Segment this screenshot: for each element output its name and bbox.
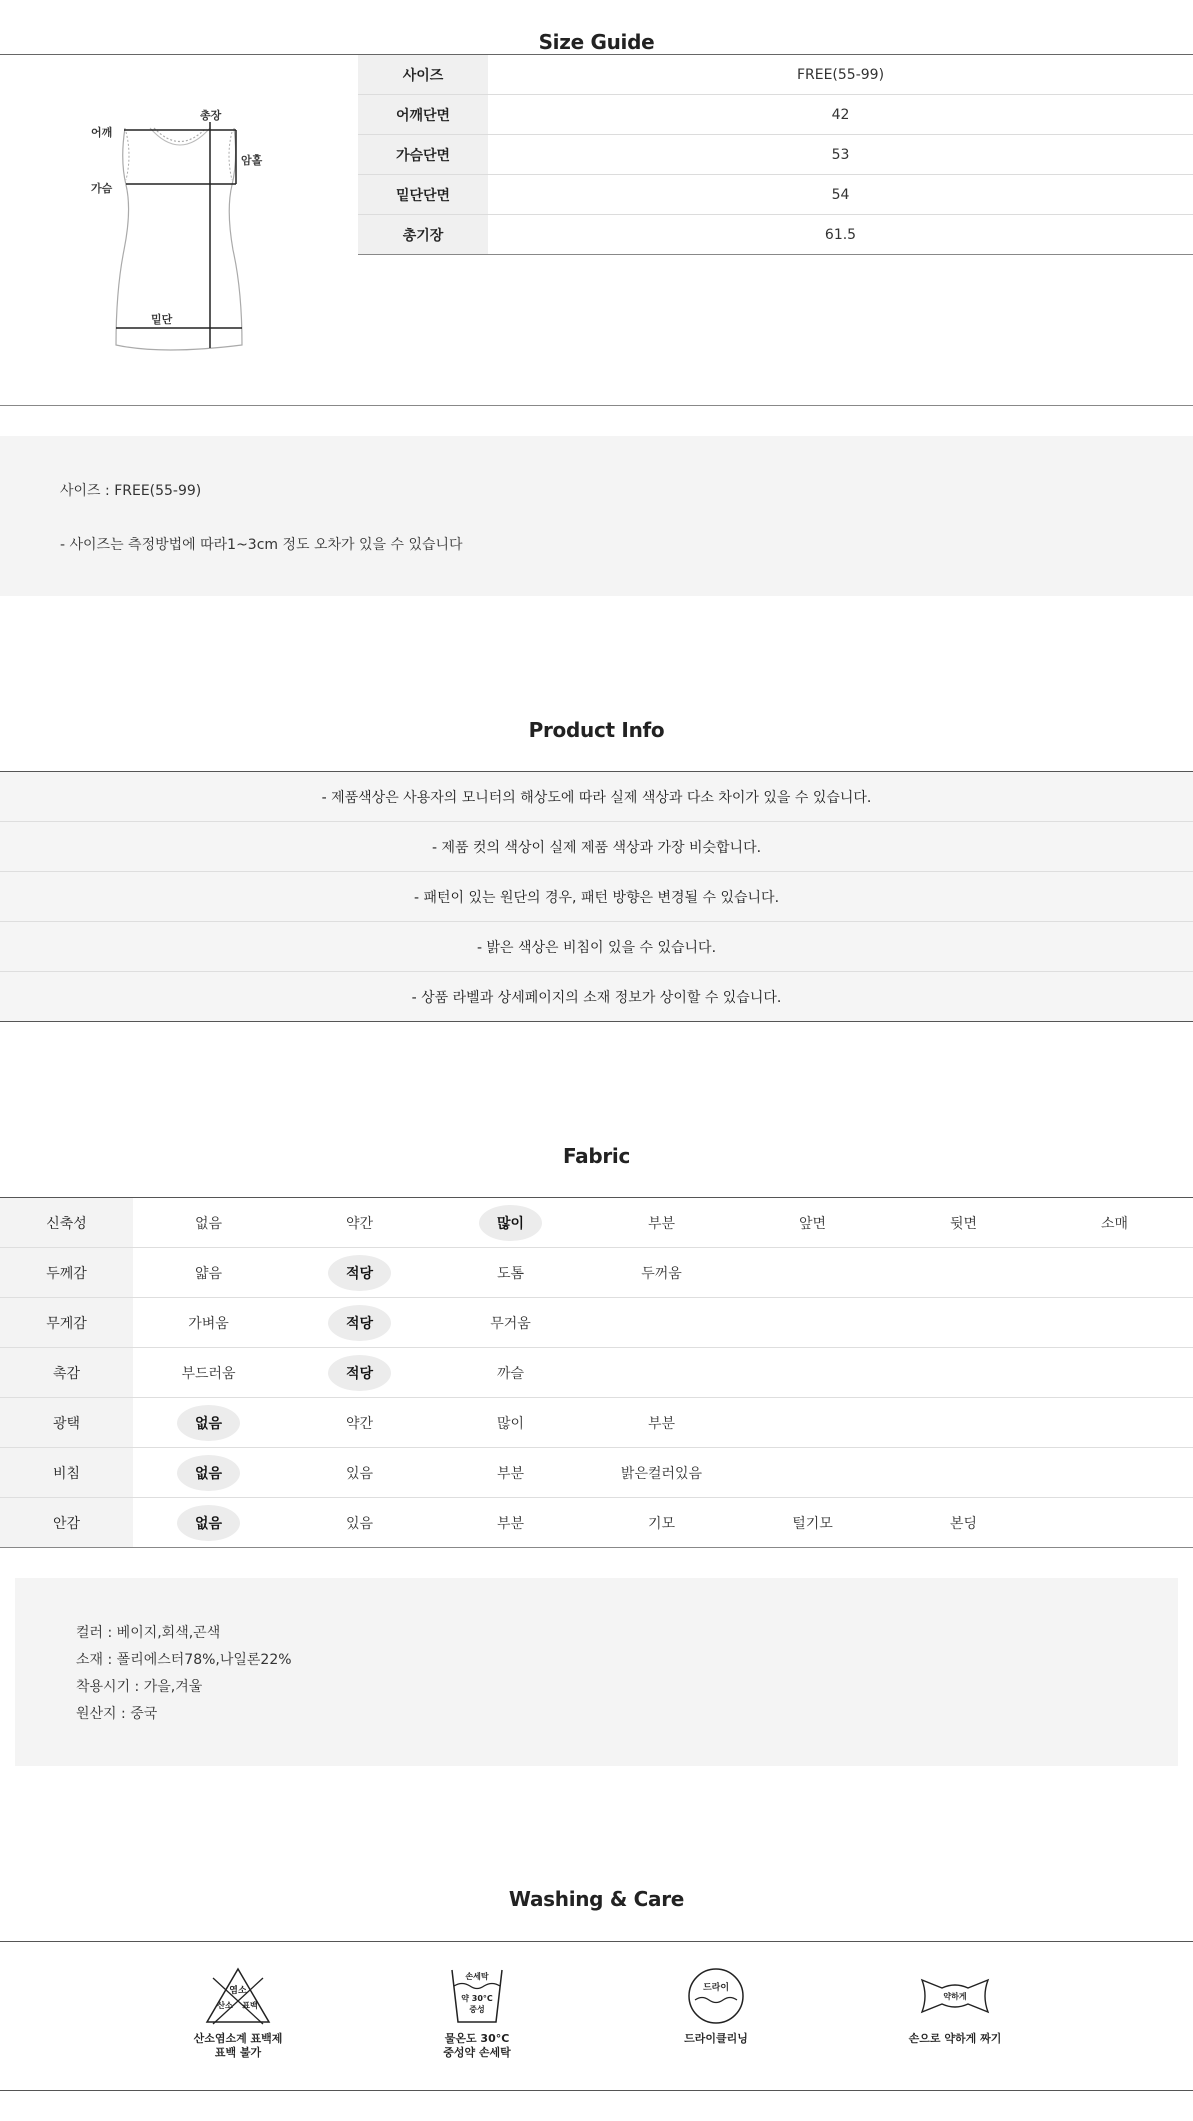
fabric-option-label: 얇음 [194,1265,223,1282]
care-caption: 드라이클리닝 [684,2032,748,2045]
size-table [358,55,1193,255]
table-row [358,95,1193,135]
fabric-option [435,1498,586,1547]
divider [0,2090,1193,2091]
care-caption: 표백 불가 [214,2046,262,2059]
size-value: 53 [488,135,1193,175]
fabric-option-label: 무거움 [490,1315,531,1332]
fabric-option [133,1198,284,1247]
handwash-icon-text: 중성 [469,2005,485,2014]
size-value: 54 [488,175,1193,215]
fabric-option-selected [284,1348,435,1397]
info-item: - 패턴이 있는 원단의 경우, 패턴 방향은 변경될 수 있습니다. [0,872,1193,922]
fabric-option [737,1198,888,1247]
care-item-dryclean [616,1966,816,2046]
fabric-option [435,1298,586,1347]
fabric-row-label: 비침 [0,1448,133,1497]
fabric-option [284,1198,435,1247]
care-item-wring [855,1966,1055,2046]
bleach-icon-text: 염소 [229,1986,247,1996]
fabric-option-label: 앞면 [798,1215,827,1232]
fabric-row-label: 두께감 [0,1248,133,1297]
fabric-option-label: 까슬 [496,1365,525,1382]
fabric-option-label: 부분 [647,1415,676,1432]
dry-clean-icon [681,1966,751,2026]
fabric-option [435,1398,586,1447]
fabric-row-label: 광택 [0,1398,133,1447]
info-item: - 제품 컷의 색상이 실제 제품 색상과 가장 비슷합니다. [0,822,1193,872]
origin-detail: 원산지 : 중국 [76,1706,158,1722]
table-row [358,135,1193,175]
fabric-row-label: 촉감 [0,1348,133,1397]
fabric-option [586,1498,737,1547]
fabric-option-label: 부드러움 [181,1365,236,1382]
bleach-icon-text: 표백 [242,2001,258,2010]
fabric-option [586,1248,737,1297]
care-item-bleach [138,1966,338,2060]
fabric-option-label: 있음 [345,1465,374,1482]
fabric-option-label: 약간 [345,1415,374,1432]
care-caption: 중성약 손세탁 [443,2046,511,2059]
fabric-row [0,1298,1193,1348]
fabric-option-selected [133,1398,284,1447]
handwash-icon-text: 손세탁 [465,1972,489,1981]
divider [0,405,1193,406]
handwash-icon-text: 약 30°C [461,1994,493,2003]
table-row [358,175,1193,215]
fabric-option-label: 가벼움 [188,1315,229,1332]
fabric-option-label: 없음 [177,1455,240,1491]
color-detail: 컬러 : 베이지,회색,곤색 [76,1625,221,1641]
fabric-option [586,1398,737,1447]
fabric-option-label: 많이 [496,1415,525,1432]
size-guide-title: Size Guide [538,30,655,54]
size-value: 61.5 [488,215,1193,255]
fabric-option-label: 본딩 [949,1515,978,1532]
table-row [358,55,1193,95]
dryclean-icon-text: 드라이 [702,1983,730,1993]
fabric-row-label: 무게감 [0,1298,133,1347]
size-note: 사이즈 : FREE(55-99) [60,483,202,499]
armhole-label: 암홀 [241,154,263,167]
fabric-option [133,1348,284,1397]
bleach-icon-text: 산소 [217,2001,233,2010]
fabric-option [586,1198,737,1247]
fabric-option [133,1248,284,1297]
shoulder-label: 어깨 [91,126,113,139]
fabric-option [133,1298,284,1347]
divider [0,1941,1193,1942]
fabric-option-label: 없음 [177,1405,240,1441]
fabric-option-label: 없음 [177,1505,240,1541]
gentle-wring-icon [920,1966,990,2026]
hem-label: 밑단 [151,313,173,326]
fabric-option-selected [435,1198,586,1247]
fabric-option-label: 도톰 [496,1265,525,1282]
fabric-option-label: 밝은컬러있음 [620,1465,703,1482]
fabric-option-label: 없음 [194,1215,223,1232]
fabric-title: Fabric [562,1144,631,1168]
size-label: 총기장 [358,215,488,255]
size-label: 가슴단면 [358,135,488,175]
fabric-row [0,1398,1193,1448]
fabric-option [888,1198,1039,1247]
fabric-row [0,1348,1193,1398]
info-item: - 상품 라벨과 상세페이지의 소재 정보가 상이할 수 있습니다. [0,972,1193,1022]
fabric-details-box [15,1578,1178,1766]
fabric-option-label: 부분 [496,1465,525,1482]
fabric-option-label: 많이 [479,1205,542,1241]
fabric-option-label: 부분 [647,1215,676,1232]
fabric-row [0,1248,1193,1298]
size-label: 어깨단면 [358,95,488,135]
product-info-title: Product Info [528,718,665,742]
fabric-option [284,1448,435,1497]
material-detail: 소재 : 폴리에스터78%,나일론22% [76,1652,292,1668]
size-label: 사이즈 [358,55,488,95]
fabric-option-label: 두꺼움 [641,1265,682,1282]
fabric-option-selected [133,1448,284,1497]
fabric-option-label: 소매 [1100,1215,1129,1232]
size-value: 42 [488,95,1193,135]
fabric-option-label: 적당 [328,1355,391,1391]
fabric-option-selected [133,1498,284,1547]
care-caption: 산소염소계 표백제 [193,2032,283,2045]
fabric-option-selected [284,1248,435,1297]
size-value: FREE(55-99) [488,55,1193,95]
fabric-option-label: 있음 [345,1515,374,1532]
fabric-option [435,1248,586,1297]
fabric-row [0,1498,1193,1548]
fabric-option [888,1498,1039,1547]
fabric-option [737,1498,888,1547]
no-bleach-icon [203,1966,273,2026]
info-item: - 밝은 색상은 비침이 있을 수 있습니다. [0,922,1193,972]
care-item-handwash [377,1966,577,2060]
length-label: 총장 [200,109,222,122]
fabric-row-label: 신축성 [0,1198,133,1247]
fabric-option [435,1448,586,1497]
fabric-option-label: 적당 [328,1305,391,1341]
care-caption: 물온도 30°C [444,2032,510,2045]
fabric-option-label: 털기모 [792,1515,833,1532]
size-label: 밑단단면 [358,175,488,215]
fabric-option-label: 기모 [647,1515,676,1532]
fabric-option [284,1498,435,1547]
chest-label: 가슴 [91,182,113,195]
care-caption: 손으로 약하게 짜기 [908,2032,1002,2045]
fabric-option [1039,1198,1190,1247]
fabric-option [284,1398,435,1447]
fabric-option-label: 약간 [345,1215,374,1232]
washing-title: Washing & Care [508,1887,685,1911]
wring-icon-text: 약하게 [943,1992,967,2001]
hand-wash-icon [442,1966,512,2026]
table-row [358,215,1193,255]
fabric-option [435,1348,586,1397]
fabric-option-selected [284,1298,435,1347]
fabric-option-label: 적당 [328,1255,391,1291]
tolerance-note: - 사이즈는 측정방법에 따라1~3cm 정도 오차가 있을 수 있습니다 [60,537,463,553]
info-item: - 제품색상은 사용자의 모니터의 해상도에 따라 실제 색상과 다소 차이가 있을 수 있습니다. [0,772,1193,822]
season-detail: 착용시기 : 가을,겨울 [76,1679,203,1695]
fabric-row [0,1198,1193,1248]
fabric-option-label: 부분 [496,1515,525,1532]
fabric-option [586,1448,737,1497]
fabric-row [0,1448,1193,1498]
fabric-option-label: 뒷면 [949,1215,978,1232]
fabric-row-label: 안감 [0,1498,133,1547]
size-note-box [0,436,1193,596]
